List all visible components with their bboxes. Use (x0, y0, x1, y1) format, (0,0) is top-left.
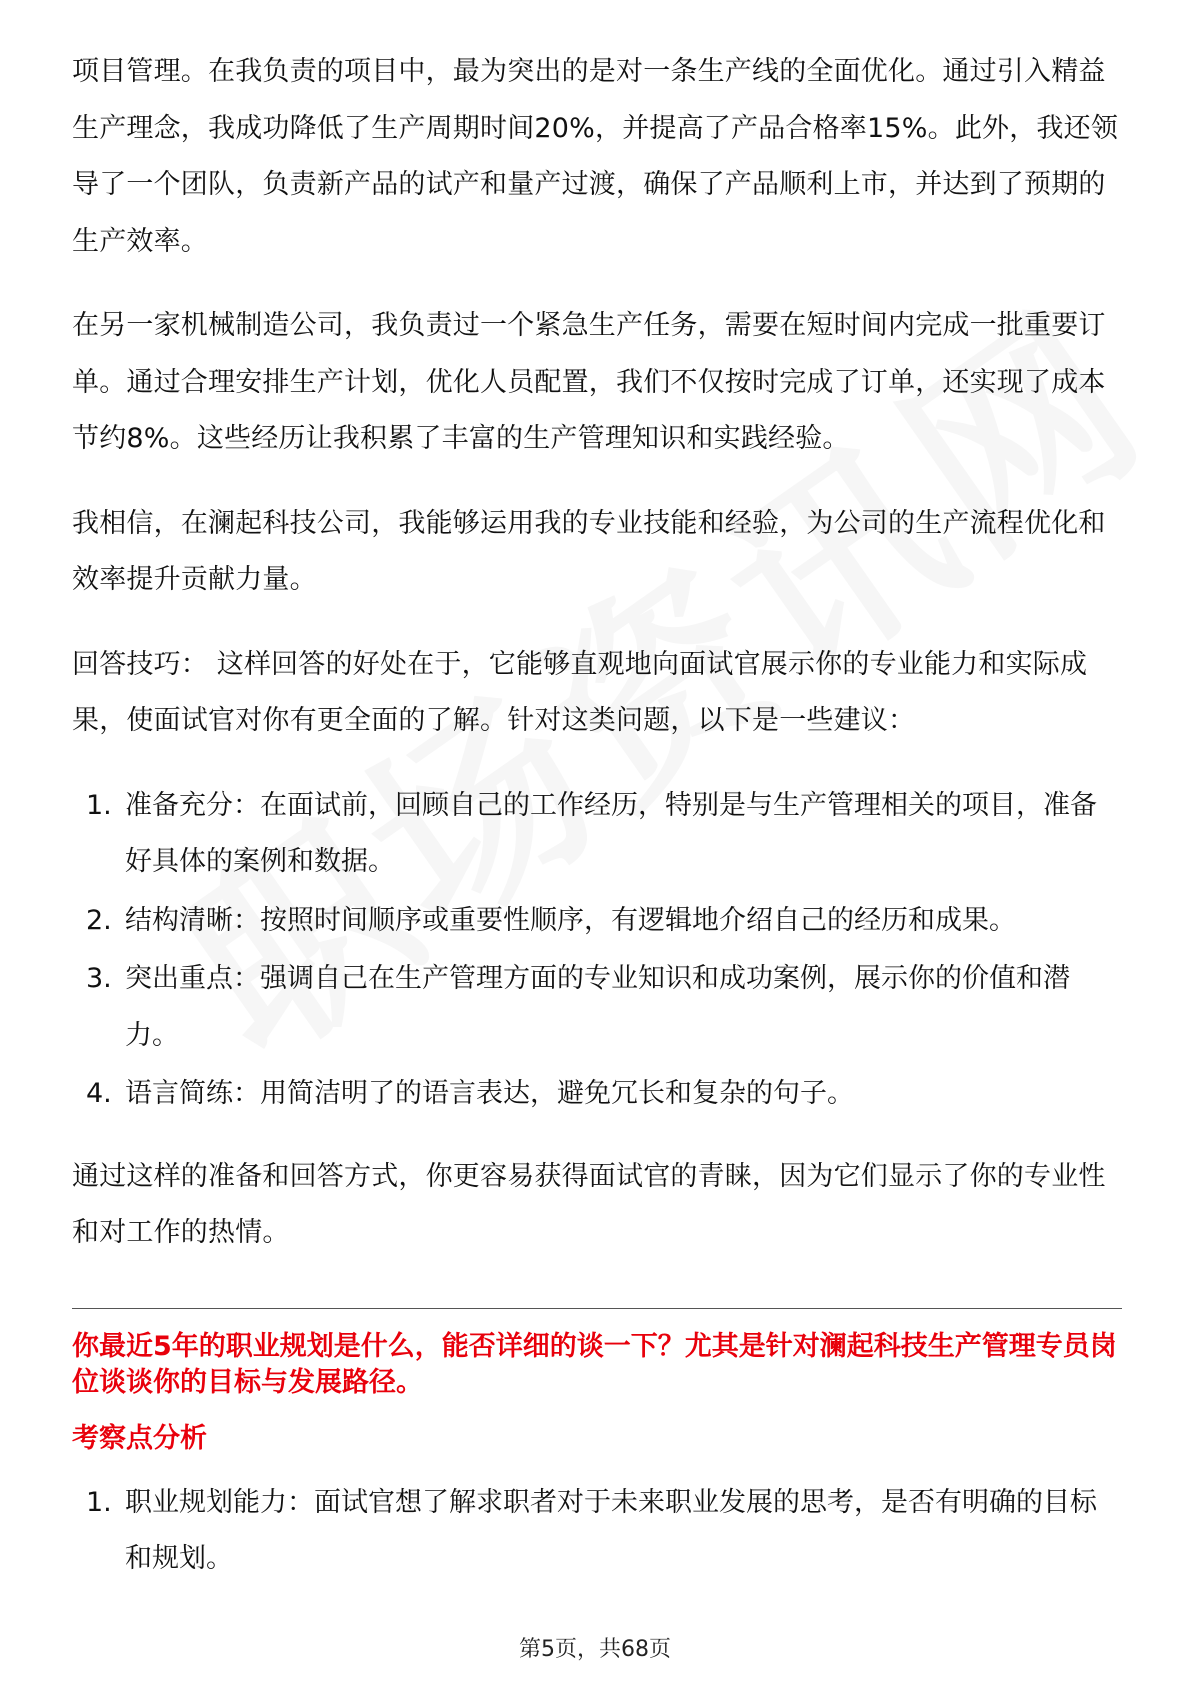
tips-list (72, 778, 1122, 1123)
interview-question: 你最近5年的职业规划是什么，能否详细的谈一下？尤其是针对澜起科技生产管理专员岗位谈谈你的目标与发展路径。 (72, 1330, 1117, 1398)
list-item (72, 1066, 1122, 1123)
page-content (72, 44, 1122, 1614)
list-item (72, 951, 1122, 1064)
list-number: 2. (86, 904, 112, 936)
list-item (72, 778, 1122, 891)
paragraph-answer-tips: 回答技巧： 这样回答的好处在于，它能够直观地向面试官展示你的专业能力和实际成果，使面试官对你有更全面的了解。针对这类问题，以下是一些建议： (72, 648, 1088, 736)
list-text: 语言简练：用简洁明了的语言表达，避免冗长和复杂的句子。 (125, 1078, 854, 1109)
list-text: 突出重点：强调自己在生产管理方面的专业知识和成功案例，展示你的价值和潜力。 (125, 963, 1070, 1051)
list-number: 1. (86, 1486, 112, 1518)
list-text: 准备充分：在面试前，回顾自己的工作经历，特别是与生产管理相关的项目，准备好具体的案例和数据。 (125, 789, 1097, 877)
section-divider (72, 1308, 1122, 1309)
paragraph-contribution: 我相信，在澜起科技公司，我能够运用我的专业技能和经验，为公司的生产流程优化和效率提升贡献力量。 (72, 507, 1106, 595)
list-text: 结构清晰：按照时间顺序或重要性顺序，有逻辑地介绍自己的经历和成果。 (125, 904, 1016, 936)
page-footer: 第5页，共68页 (519, 1637, 671, 1662)
list-item (72, 893, 1122, 950)
section-heading-analysis: 考察点分析 (72, 1422, 207, 1454)
paragraph-project-management: 项目管理。在我负责的项目中，最为突出的是对一条生产线的全面优化。通过引入精益生产理念，我成功降低了生产周期时间20%，并提高了产品合格率15%。此外，我还领导了一个团队，负责新产品的试产和量产过渡，确保了产品顺利上市，并达到了预期的生产效率。 (72, 56, 1119, 257)
list-text: 职业规划能力：面试官想了解求职者对于未来职业发展的思考，是否有明确的目标和规划。 (125, 1486, 1097, 1574)
list-item (72, 1475, 1122, 1588)
list-number: 1. (86, 789, 112, 821)
list-number: 3. (86, 963, 112, 994)
paragraph-urgent-task: 在另一家机械制造公司，我负责过一个紧急生产任务，需要在短时间内完成一批重要订单。通过合理安排生产计划，优化人员配置，我们不仅按时完成了订单，还实现了成本节约8%。这些经历让我积累了丰富的生产管理知识和实践经验。 (72, 310, 1106, 454)
analysis-list (72, 1475, 1122, 1588)
list-number: 4. (86, 1078, 112, 1109)
closing-paragraph: 通过这样的准备和回答方式，你更容易获得面试官的青睐，因为它们显示了你的专业性和对工作的热情。 (72, 1160, 1106, 1248)
